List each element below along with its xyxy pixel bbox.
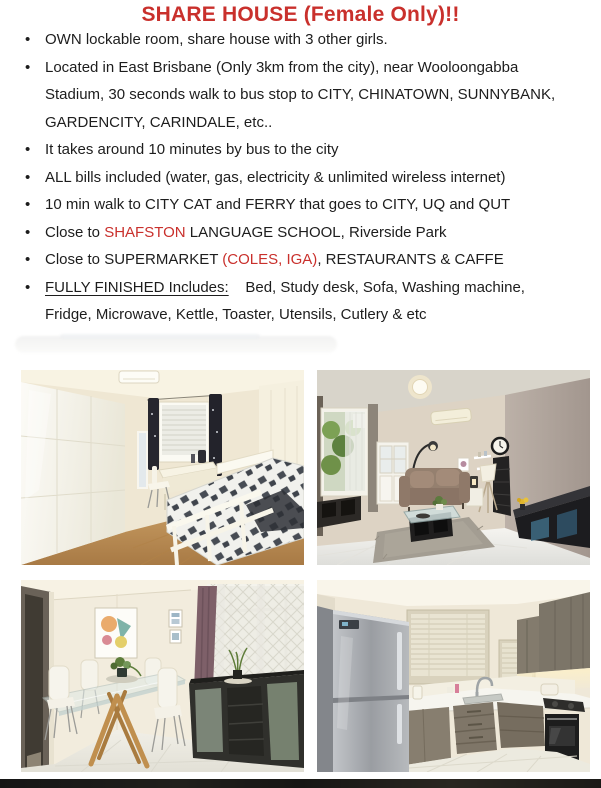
abstract-artwork — [95, 608, 137, 658]
bullet-line: Close to SHAFSTON LANGUAGE SCHOOL, Riverside Park — [45, 223, 447, 241]
photo-kitchen — [317, 580, 590, 772]
kitchen-window-left — [407, 610, 489, 684]
wall-clock — [492, 438, 508, 454]
bullet-line: Located in East Brisbane (Only 3km from the city), near Wooloongabba — [45, 58, 519, 76]
bullet-list — [25, 26, 585, 329]
bullet-line: FULLY FINISHED Includes: Bed, Study desk, Sofa, Washing machine, — [45, 278, 525, 296]
page-title: SHARE HOUSE (Female Only)!! — [141, 3, 460, 26]
photo-frames — [169, 610, 182, 643]
bullet-item — [25, 246, 585, 274]
next-photo-edge-strip — [0, 779, 601, 788]
kitchen-scene — [317, 580, 590, 772]
bullet-line: OWN lockable room, share house with 3 other girls. — [45, 31, 388, 48]
bullet-line: GARDENCITY, CARINDALE, etc.. — [45, 113, 273, 131]
photo-bedroom — [21, 370, 304, 565]
bullet-line: 10 min walk to CITY CAT and FERRY that goes to CITY, UQ and QUT — [45, 196, 511, 213]
bullet-item — [25, 219, 585, 247]
bullet-item — [25, 26, 585, 54]
bullet-marker: • — [25, 196, 31, 213]
bullet-item — [25, 191, 585, 219]
dining-room-scene — [21, 580, 304, 772]
bullet-item — [25, 164, 585, 192]
bullet-marker: • — [25, 141, 31, 158]
bullet-marker: • — [25, 168, 31, 186]
photo-living-room — [317, 370, 590, 565]
erased-text-smudge-line — [60, 334, 260, 339]
photo-dining-room — [21, 580, 304, 772]
bullet-line: Close to SUPERMARKET (COLES, IGA), RESTAURANTS & CAFFE — [45, 251, 504, 268]
ceiling-lamp — [408, 375, 432, 399]
bullet-marker: • — [25, 31, 31, 48]
mirror — [138, 432, 147, 488]
air-conditioner-icon — [119, 371, 159, 383]
bullet-line: ALL bills included (water, gas, electricity & unlimited wireless internet) — [45, 168, 506, 186]
bullet-line: Stadium, 30 seconds walk to bus stop to CITY, CHINATOWN, SUNNYBANK, — [45, 86, 556, 103]
bullet-item — [25, 54, 585, 137]
stove — [543, 698, 585, 760]
bullet-marker: • — [25, 223, 31, 241]
bullet-item — [25, 274, 585, 329]
bullet-line: It takes around 10 minutes by bus to the city — [45, 141, 339, 158]
bullet-marker: • — [25, 278, 31, 296]
bullet-marker: • — [25, 58, 31, 76]
bullet-item — [25, 136, 585, 164]
living-room-scene — [317, 370, 590, 565]
bullet-marker: • — [25, 251, 31, 268]
fridge — [317, 606, 409, 772]
bedroom-scene — [21, 370, 304, 565]
bullet-line: Fridge, Microwave, Kettle, Toaster, Utensils, Cutlery & etc — [45, 306, 427, 323]
